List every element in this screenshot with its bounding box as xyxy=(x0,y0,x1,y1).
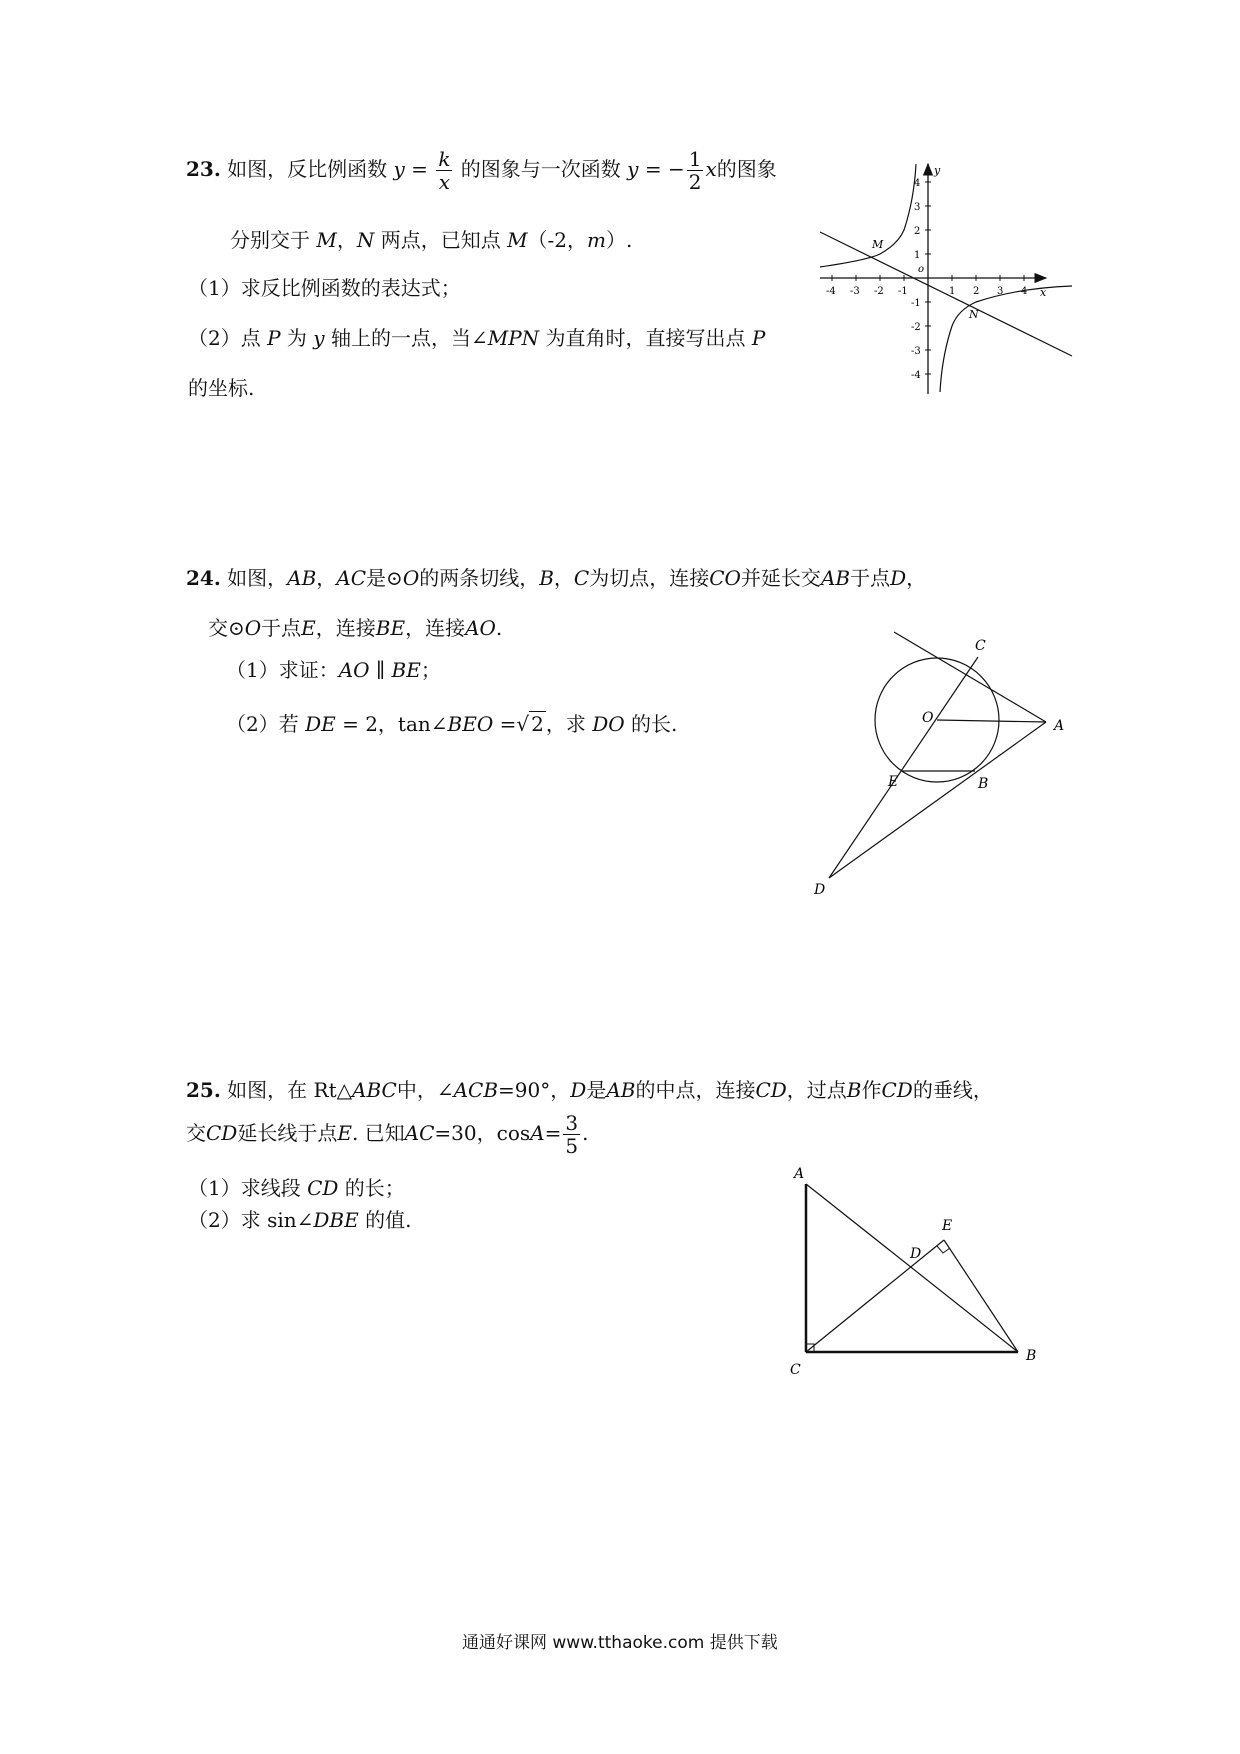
tangent-AC xyxy=(894,632,1046,722)
q24-figure xyxy=(810,628,1080,898)
x-tick-label: -2 xyxy=(874,286,884,297)
q23-fraction-k-over-x: $\frac{k}{x}$ xyxy=(438,147,451,194)
label-D: D xyxy=(910,1246,922,1262)
label-O: O xyxy=(922,710,934,726)
y-tick-label: 1 xyxy=(914,250,921,261)
q24-sub2: （2）若 DE = 2，tan∠BEO =√ 2 ，求 DO 的长. xyxy=(226,712,678,736)
x-tick-label: 2 xyxy=(973,286,980,297)
q25-sub2: （2）求 sin∠DBE 的值. xyxy=(188,1208,412,1232)
q24-sub1: （1）求证：AO ∥ BE； xyxy=(226,658,441,682)
segment-BE xyxy=(944,1240,1018,1352)
q25-sub1: （1）求线段 CD 的长； xyxy=(188,1176,405,1200)
y-tick-label: -2 xyxy=(911,322,921,333)
y-tick-label: 4 xyxy=(914,178,921,189)
q23-sub1: （1）求反比例函数的表达式； xyxy=(188,276,461,300)
x-tick-label: 4 xyxy=(1021,286,1028,297)
y-tick-label: 3 xyxy=(914,202,921,213)
y-tick-label: -4 xyxy=(911,370,921,381)
q25-figure xyxy=(780,1160,1070,1390)
line-CD xyxy=(829,657,978,878)
q23-sub2: （2）点 P 为 y 轴上的一点，当∠MPN 为直角时，直接写出点 P xyxy=(188,326,766,350)
label-D: D xyxy=(814,882,826,898)
label-B: B xyxy=(978,776,989,792)
x-tick-label: 3 xyxy=(997,286,1004,297)
q25-line1: 25. 如图，在 Rt△ABC中，∠ACB=90°，D是AB的中点，连接CD，过点B作CD的垂线， xyxy=(186,1078,993,1102)
q24-line1: 24. 如图，AB，AC是⊙O的两条切线，B，C为切点，连接CO并延长交AB于点D， xyxy=(186,566,927,590)
label-A: A xyxy=(794,1166,805,1182)
q23-graph xyxy=(818,160,1078,400)
x-tick-label: -4 xyxy=(826,286,836,297)
hyperbola-branch-lower xyxy=(940,286,1072,392)
label-C: C xyxy=(975,638,986,654)
q24-number: 24. xyxy=(186,566,221,590)
q25-fraction-3-5: $\frac{3}{5}$ xyxy=(565,1111,579,1158)
tangent-AB xyxy=(829,722,1046,878)
y-tick-label: 2 xyxy=(914,226,921,237)
x-tick-label: -3 xyxy=(850,286,860,297)
y-tick-label: -3 xyxy=(911,346,921,357)
page-footer: 通通好课网 www.tthaoke.com 提供下载 xyxy=(462,1633,778,1653)
x-axis-label: x xyxy=(1040,286,1047,299)
q23-line1: 23. 如图，反比例函数 y = $\frac{k}{x}$ 的图象与一次函数 y = − $\frac{1}{2}$ x的图象 xyxy=(186,147,777,194)
q24-line2: 交⊙O于点E，连接BE，连接AO. xyxy=(208,616,503,640)
label-A: A xyxy=(1054,718,1065,734)
point-M-label: M xyxy=(872,238,884,251)
segment-OA xyxy=(937,720,1046,722)
x-tick-label: 1 xyxy=(949,286,956,297)
q25-line2: 交CD延长线于点E. 已知AC=30，cosA= $\frac{3}{5}$ . xyxy=(186,1111,589,1158)
q23-number: 23. xyxy=(186,157,221,181)
y-tick-label: -1 xyxy=(911,298,921,309)
y-axis-label: y xyxy=(934,164,941,177)
x-tick-label: -1 xyxy=(898,286,908,297)
label-E: E xyxy=(888,774,899,790)
q23-line2: 分别交于 M，N 两点，已知点 M（-2，m）. xyxy=(230,228,633,252)
q23-fraction-half: $\frac{1}{2}$ xyxy=(688,147,702,194)
q23-sub2-cont: 的坐标. xyxy=(188,376,255,400)
hyperbola-branch-upper xyxy=(820,164,916,267)
label-C: C xyxy=(790,1362,801,1378)
origin-label: o xyxy=(918,264,925,275)
point-N-label: N xyxy=(969,308,979,321)
label-B: B xyxy=(1026,1348,1037,1364)
label-E: E xyxy=(942,1218,953,1234)
q25-number: 25. xyxy=(186,1078,221,1102)
segment-CE xyxy=(806,1240,944,1352)
